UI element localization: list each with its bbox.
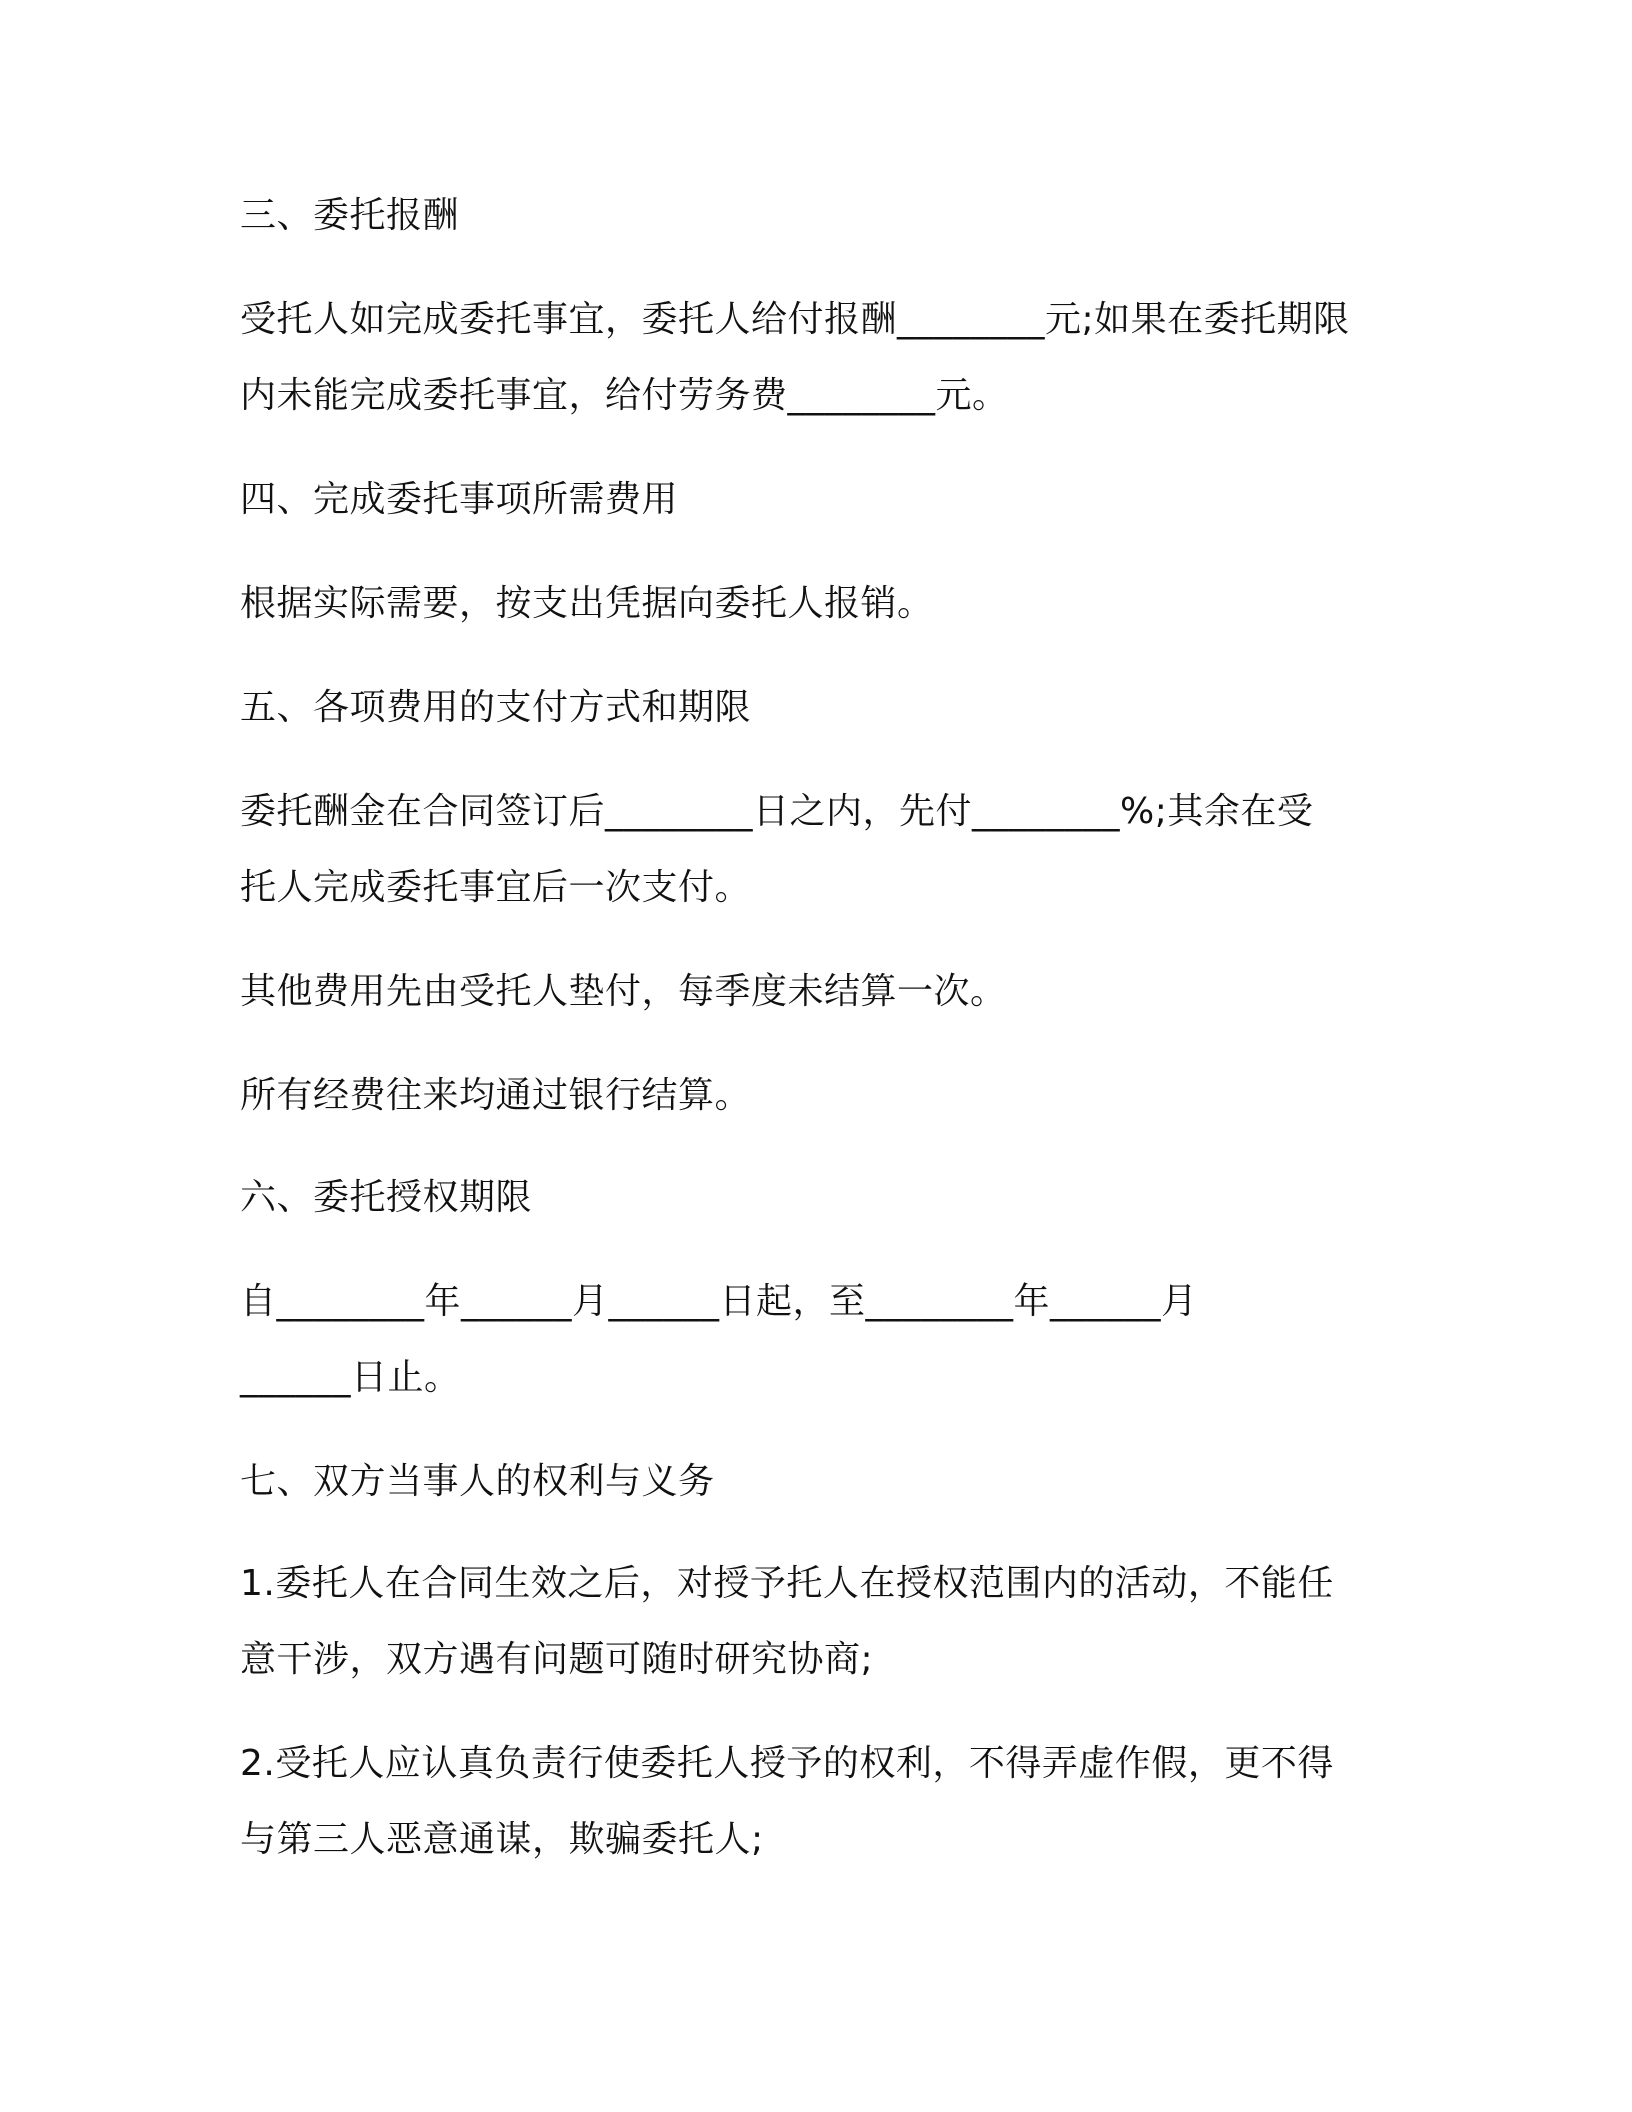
paragraph-line: 与第三人恶意通谋，欺骗委托人;	[240, 1819, 764, 1860]
paragraph-line: 意干涉，双方遇有问题可随时研究协商;	[240, 1639, 874, 1680]
paragraph	[240, 566, 1390, 642]
paragraph-line: ______日止。	[240, 1357, 461, 1398]
paragraph-line: 托人完成委托事宜后一次支付。	[240, 867, 752, 908]
paragraph	[240, 954, 1390, 1030]
paragraph-line: 委托酬金在合同签订后________日之内，先付________%;其余在受	[240, 791, 1314, 832]
heading-text: 七、双方当事人的权利与义务	[240, 1461, 715, 1502]
heading-text: 三、委托报酬	[240, 195, 460, 236]
paragraph-line: 内未能完成委托事宜，给付劳务费________元。	[240, 375, 1009, 416]
paragraph-line: 自________年______月______日起，至________年______月	[240, 1281, 1198, 1322]
paragraph	[240, 1264, 1390, 1416]
section-heading	[240, 1444, 1390, 1520]
section-heading	[240, 1160, 1390, 1236]
paragraph	[240, 1546, 1390, 1698]
section-heading	[240, 462, 1390, 538]
heading-text: 五、各项费用的支付方式和期限	[240, 687, 752, 728]
section-heading	[240, 178, 1390, 254]
paragraph-line: 2.受托人应认真负责行使委托人授予的权利，不得弄虚作假，更不得	[240, 1743, 1334, 1784]
paragraph-line: 根据实际需要，按支出凭据向委托人报销。	[240, 583, 934, 624]
heading-text: 六、委托授权期限	[240, 1177, 533, 1218]
paragraph	[240, 1058, 1390, 1134]
section-heading	[240, 670, 1390, 746]
paragraph-line: 1.委托人在合同生效之后，对授予托人在授权范围内的活动，不能任	[240, 1563, 1334, 1604]
paragraph	[240, 774, 1390, 926]
paragraph-line: 所有经费往来均通过银行结算。	[240, 1075, 752, 1116]
paragraph-line: 其他费用先由受托人垫付，每季度未结算一次。	[240, 971, 1007, 1012]
paragraph-line: 受托人如完成委托事宜，委托人给付报酬________元;如果在委托期限	[240, 299, 1350, 340]
paragraph	[240, 282, 1390, 434]
heading-text: 四、完成委托事项所需费用	[240, 479, 679, 520]
paragraph	[240, 1726, 1390, 1878]
